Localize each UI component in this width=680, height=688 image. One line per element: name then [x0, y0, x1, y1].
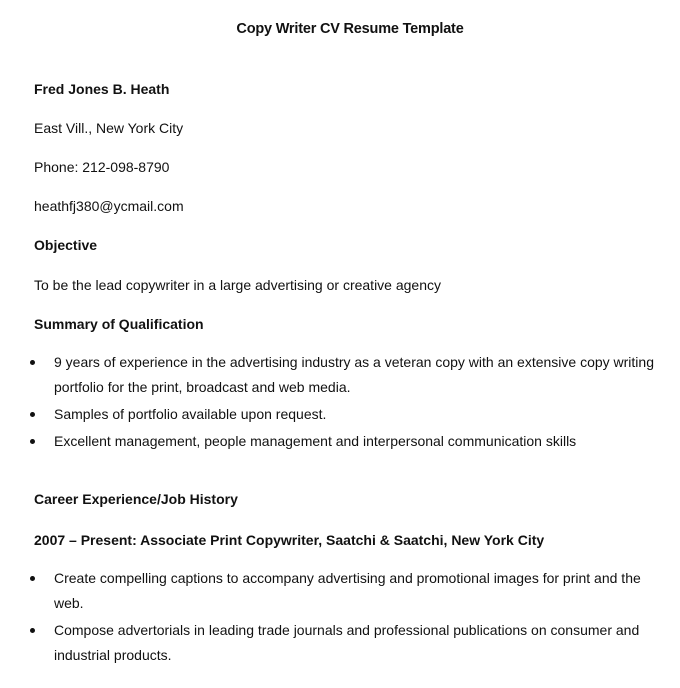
bullet-icon [30, 439, 35, 444]
candidate-name: Fred Jones B. Heath [34, 81, 170, 97]
bullet-icon [30, 412, 35, 417]
career-heading: Career Experience/Job History [34, 491, 238, 507]
job-duties-list [0, 566, 680, 668]
bullet-icon [30, 576, 35, 581]
summary-heading: Summary of Qualification [34, 316, 204, 332]
list-item [0, 350, 680, 400]
list-item-text: 9 years of experience in the advertising industry as a veteran copy with an extensive copy writing portfolio for the print, broadcast and web media. [54, 354, 654, 395]
list-item [0, 429, 680, 454]
bullet-icon [30, 628, 35, 633]
list-item-text: Excellent management, people management and interpersonal communication skills [54, 433, 577, 449]
list-item-text: Create compelling captions to accompany advertising and promotional images for print and the web. [54, 570, 641, 611]
document-title: Copy Writer CV Resume Template [236, 21, 464, 37]
list-item [0, 566, 680, 616]
phone: Phone: 212-098-8790 [34, 159, 170, 175]
address: East Vill., New York City [34, 120, 184, 136]
list-item [0, 402, 680, 427]
objective-heading: Objective [34, 237, 98, 253]
bullet-icon [30, 360, 35, 365]
list-item [0, 618, 680, 668]
list-item-text: Samples of portfolio available upon request. [54, 406, 327, 422]
objective-text: To be the lead copywriter in a large advertising or creative agency [34, 277, 441, 293]
job-title: 2007 – Present: Associate Print Copywriter, Saatchi & Saatchi, New York City [34, 532, 545, 548]
email: heathfj380@ycmail.com [34, 198, 184, 214]
summary-list [0, 350, 680, 454]
list-item-text: Compose advertorials in leading trade journals and professional publications on consumer and industrial products. [54, 622, 640, 663]
